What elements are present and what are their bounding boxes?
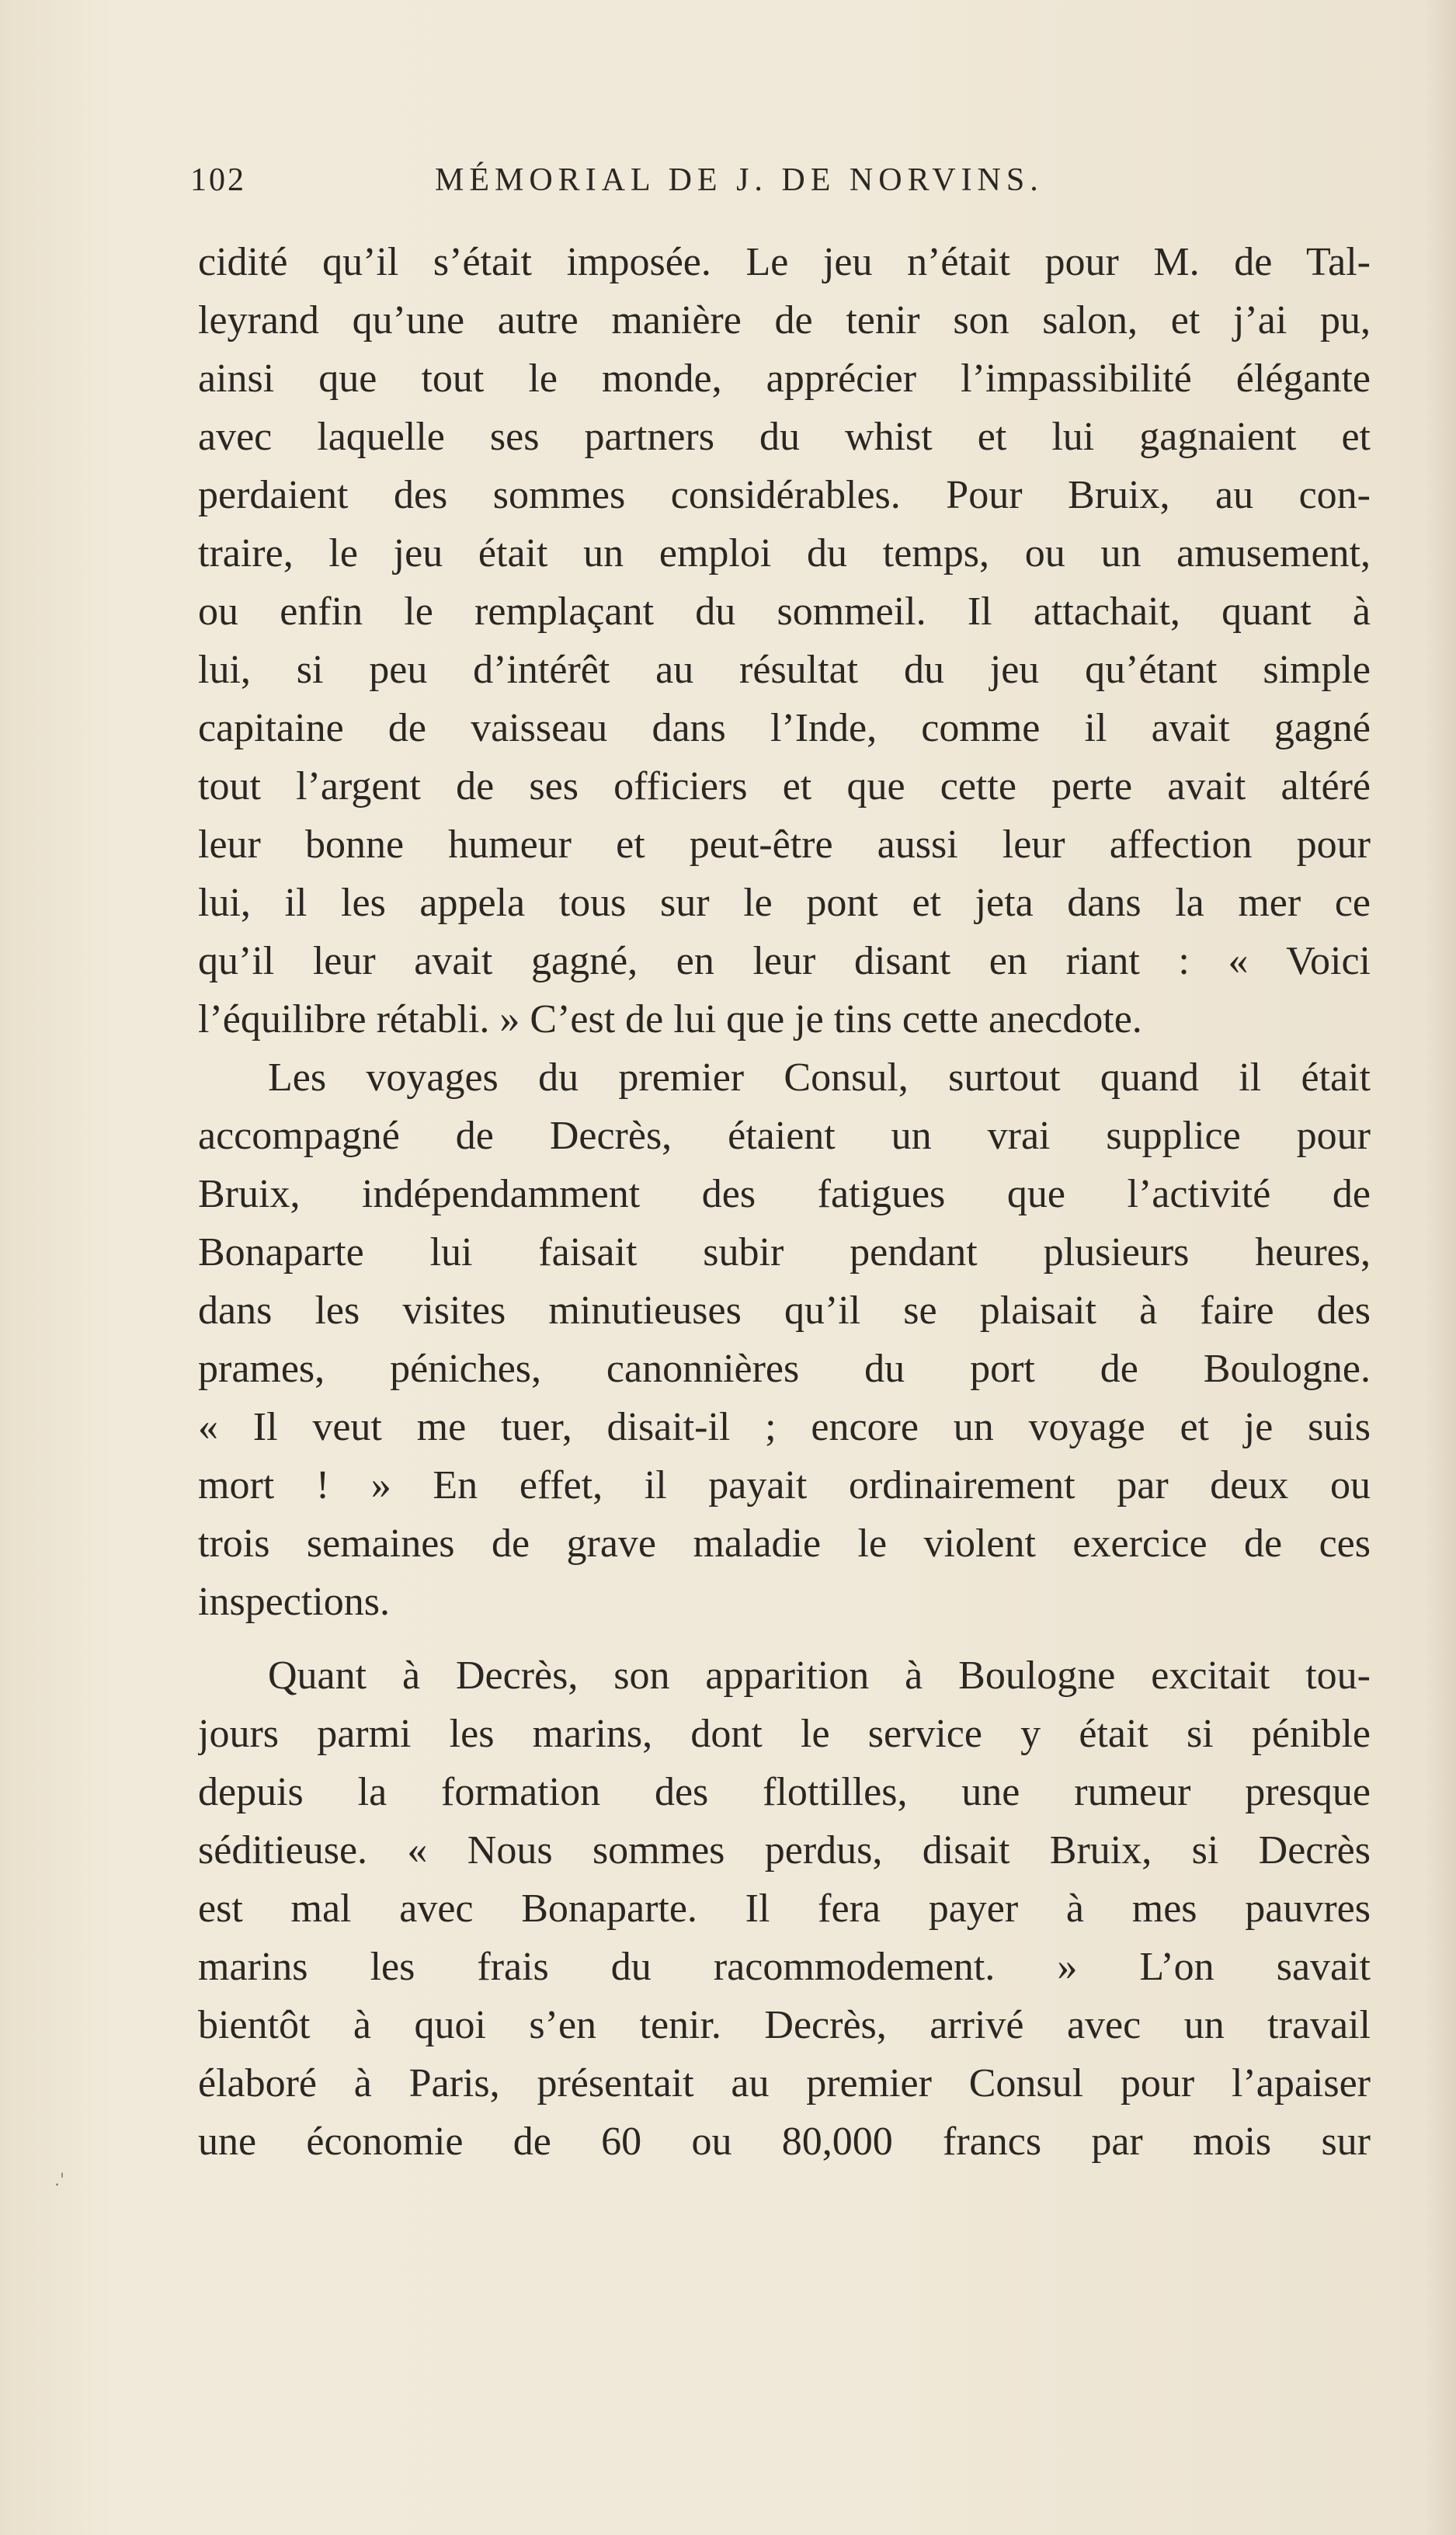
body-text [198,233,1371,2171]
page-edge-shadow [1425,0,1456,2535]
paragraph [198,1048,1371,1631]
text-line: séditieuse. « Nous sommes perdus, disait Bruix, si Decrès [198,1828,1371,1873]
paragraph [198,233,1371,1048]
text-line: une économie de 60 ou 80,000 francs par mois sur [198,2119,1371,2164]
text-line: élaboré à Paris, présentait au premier Consul pour l’apaiser [198,2061,1371,2106]
text-line: mort ! » En effet, il payait ordinairement par deux ou [198,1463,1371,1507]
text-line: ainsi que tout le monde, apprécier l’impassibilité élégante [198,356,1371,401]
text-line: trois semaines de grave maladie le violent exercice de ces [198,1521,1371,1566]
text-line: perdaient des sommes considérables. Pour Bruix, au con- [198,473,1371,517]
text-line: capitaine de vaisseau dans l’Inde, comme il avait gagné [198,706,1371,750]
text-line: inspections. [198,1580,390,1624]
text-line: qu’il leur avait gagné, en leur disant en riant : « Voici [198,939,1371,983]
text-line: marins les frais du racommodement. » L’on savait [198,1945,1371,1989]
text-line: prames, péniches, canonnières du port de Boulogne. [198,1347,1371,1391]
paragraph-gap [198,1631,1371,1647]
text-line: lui, il les appela tous sur le pont et jeta dans la mer ce [198,881,1371,925]
text-line: cidité qu’il s’était imposée. Le jeu n’était pour M. de Tal- [198,240,1371,284]
text-line: lui, si peu d’intérêt au résultat du jeu qu’étant simple [198,648,1371,692]
text-line: leur bonne humeur et peut-être aussi leur affection pour [198,822,1371,867]
text-line: avec laquelle ses partners du whist et lui gagnaient et [198,415,1371,459]
text-line: Bonaparte lui faisait subir pendant plusieurs heures, [198,1230,1371,1274]
text-line: est mal avec Bonaparte. Il fera payer à mes pauvres [198,1886,1371,1931]
text-line: l’équilibre rétabli. » C’est de lui que je tins cette anecdote. [198,997,1142,1041]
text-line: bientôt à quoi s’en tenir. Decrès, arrivé avec un travail [198,2003,1371,2047]
text-line: accompagné de Decrès, étaient un vrai supplice pour [198,1114,1371,1158]
running-title: MÉMORIAL DE J. DE NORVINS. [435,162,1044,198]
text-line: traire, le jeu était un emploi du temps, ou un amusement, [198,531,1371,576]
text-line: Les voyages du premier Consul, surtout quand il était [268,1055,1371,1100]
text-line: ou enfin le remplaçant du sommeil. Il attachait, quant à [198,589,1371,634]
text-line: jours parmi les marins, dont le service y était si pénible [198,1712,1371,1756]
text-line: leyrand qu’une autre manière de tenir son salon, et j’ai pu, [198,298,1371,343]
page-number: 102 [190,162,246,198]
text-line: depuis la formation des flottilles, une rumeur presque [198,1770,1371,1814]
paper-speck: .' [54,2171,65,2190]
page-header [190,162,1340,208]
text-line: Bruix, indépendamment des fatigues que l’activité de [198,1172,1371,1216]
text-line: « Il veut me tuer, disait-il ; encore un voyage et je suis [198,1405,1371,1449]
text-line: tout l’argent de ses officiers et que cette perte avait altéré [198,764,1371,808]
text-line: Quant à Decrès, son apparition à Boulogne excitait tou- [268,1653,1371,1698]
text-line: dans les visites minutieuses qu’il se plaisait à faire des [198,1288,1371,1333]
paragraph [198,1647,1371,2171]
